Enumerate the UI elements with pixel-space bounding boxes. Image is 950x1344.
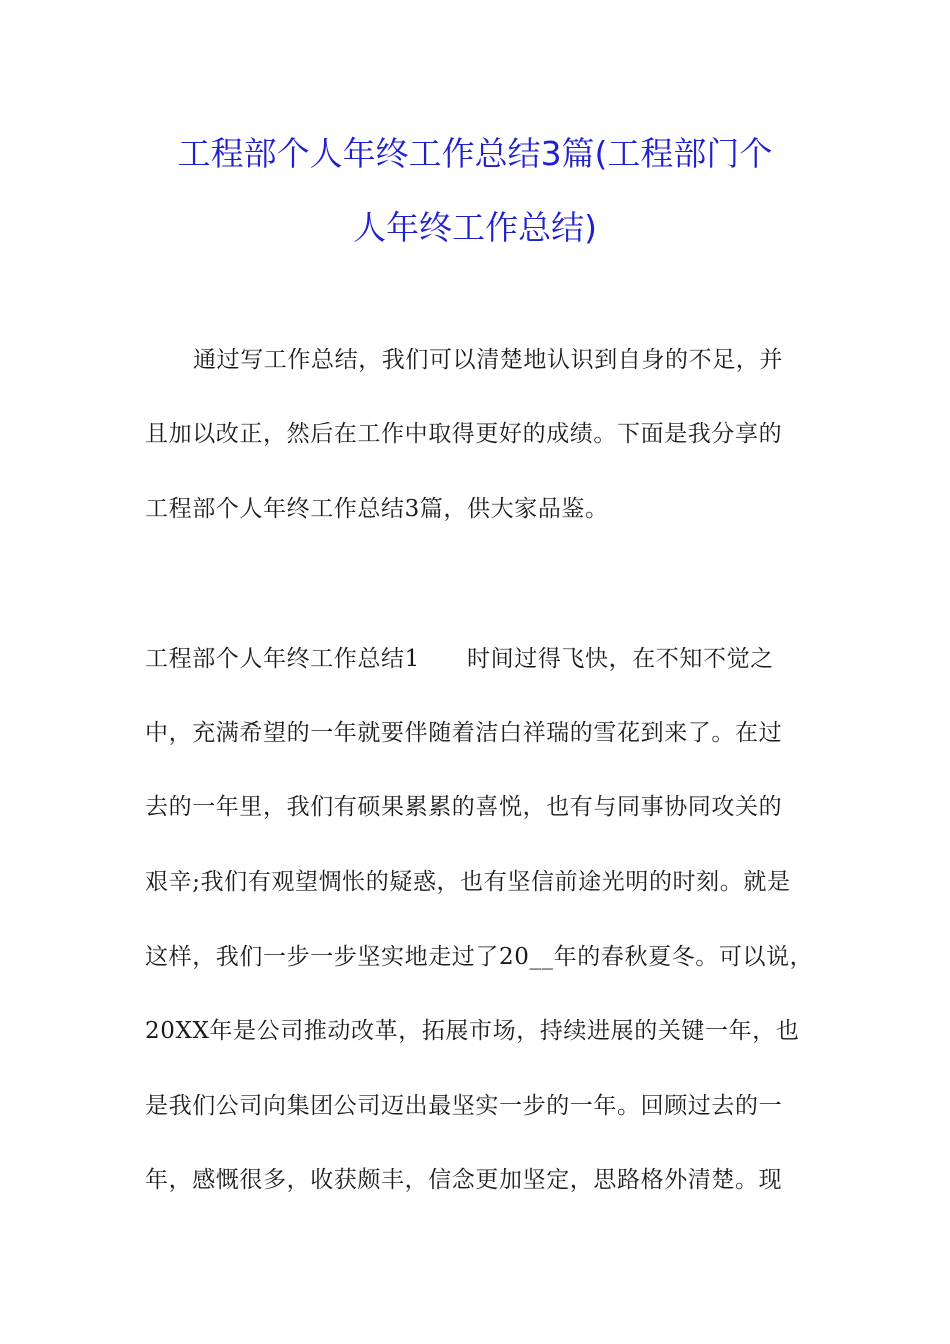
document-title-line-2: 人年终工作总结) xyxy=(353,208,597,247)
intro-line-1: 通过写工作总结，我们可以清楚地认识到自身的不足，并 xyxy=(193,347,783,373)
section1-line-2: 中，充满希望的一年就要伴随着洁白祥瑞的雪花到来了。在过 xyxy=(145,720,783,746)
section1-line-8: 年，感慨很多，收获颇丰，信念更加坚定，思路格外清楚。现 xyxy=(145,1167,783,1193)
section1-line-7: 是我们公司向集团公司迈出最坚实一步的一年。回顾过去的一 xyxy=(145,1093,783,1119)
section1-line-5: 这样，我们一步一步坚实地走过了20__年的春秋夏冬。可以说， xyxy=(145,944,814,970)
intro-line-3: 工程部个人年终工作总结3篇，供大家品鉴。 xyxy=(145,496,609,522)
section1-line-4: 艰辛;我们有观望惆怅的疑惑，也有坚信前途光明的时刻。就是 xyxy=(145,869,791,895)
section1-line-6: 20XX年是公司推动改革，拓展市场，持续进展的关键一年，也 xyxy=(145,1018,800,1044)
document-title-line-1: 工程部个人年终工作总结3篇(工程部门个 xyxy=(177,134,773,173)
section1-line-3: 去的一年里，我们有硕果累累的喜悦，也有与同事协同攻关的 xyxy=(145,794,783,820)
section1-line-1: 工程部个人年终工作总结1 时间过得飞快，在不知不觉之 xyxy=(145,646,774,672)
intro-line-2: 且加以改正，然后在工作中取得更好的成绩。下面是我分享的 xyxy=(145,421,783,447)
